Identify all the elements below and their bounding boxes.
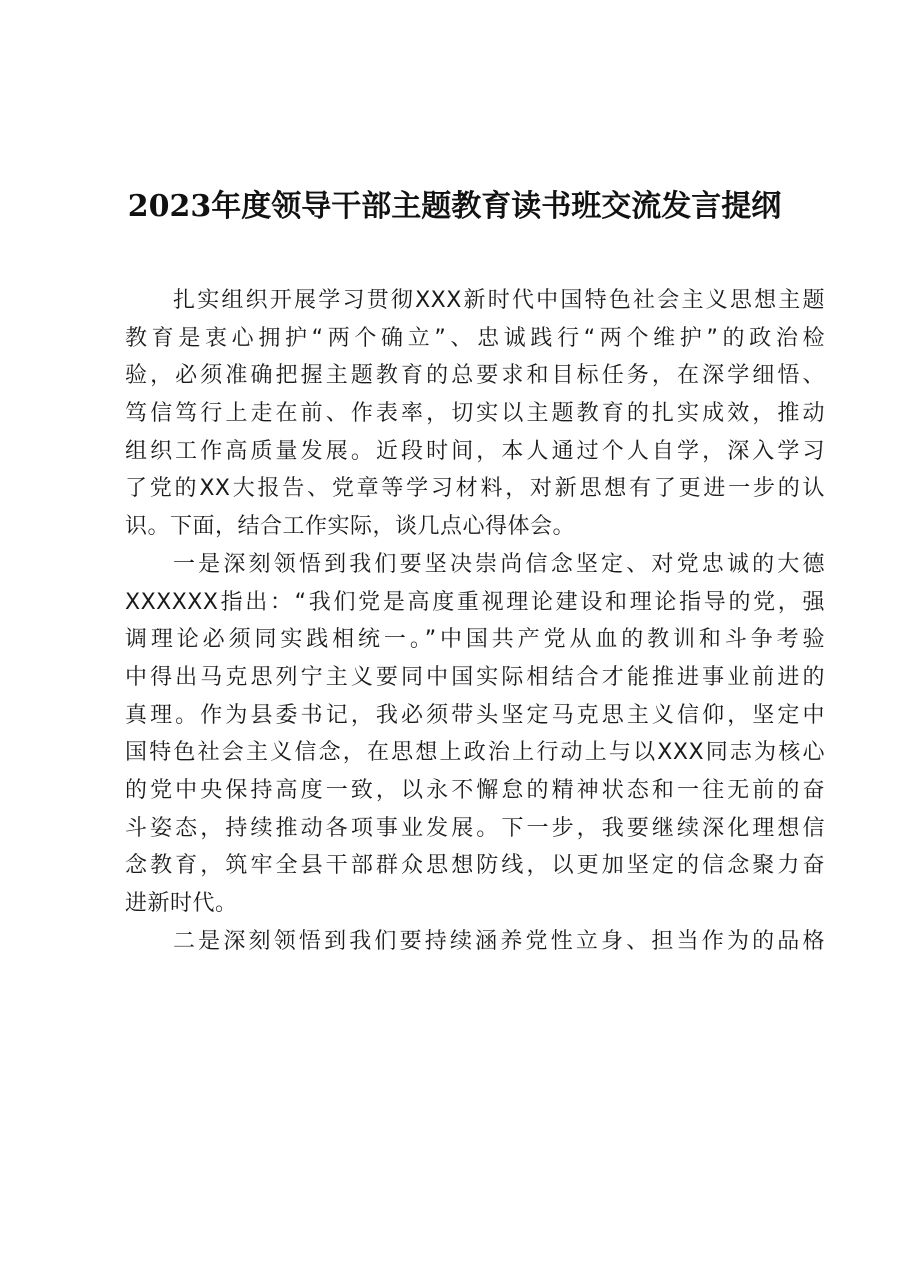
text-line: 组织工作高质量发展。近段时间，本人通过个人自学，深入学习 (125, 438, 825, 464)
paragraph-point-one (125, 546, 825, 923)
text-line: 笃信笃行上走在前、作表率，切实以主题教育的扎实成效，推动 (125, 401, 825, 427)
text-line: 念教育，筑牢全县干部群众思想防线，以更加坚定的信念聚力奋 (125, 853, 825, 879)
text-line: 一是深刻领悟到我们要坚决崇尚信念坚定、对党忠诚的大德 (173, 551, 825, 577)
text-line: 了党的XX大报告、党章等学习材料，对新思想有了更进一步的认 (125, 476, 825, 502)
text-line: 验，必须准确把握主题教育的总要求和目标任务，在深学细悟、 (125, 363, 825, 389)
text-line: XXXXXX指出：“我们党是高度重视理论建设和理论指导的党，强 (125, 589, 825, 615)
document-body (125, 282, 825, 960)
paragraph-point-two (125, 923, 825, 961)
text-line: 识。下面，结合工作实际，谈几点心得体会。 (125, 514, 576, 540)
text-line: 真理。作为县委书记，我必须带头坚定马克思主义信仰，坚定中 (125, 702, 825, 728)
text-line: 斗姿态，持续推动各项事业发展。下一步，我要继续深化理想信 (125, 815, 825, 841)
text-line: 二是深刻领悟到我们要持续涵养党性立身、担当作为的品格 (173, 928, 825, 954)
text-line: 的党中央保持高度一致，以永不懈怠的精神状态和一往无前的奋 (125, 777, 825, 803)
text-line: 进新时代。 (125, 891, 238, 916)
document-title: 2023年度领导干部主题教育读书班交流发言提纲 (127, 189, 782, 224)
text-line: 扎实组织开展学习贯彻XXX新时代中国特色社会主义思想主题 (173, 288, 825, 313)
text-line: 教育是衷心拥护“两个确立”、忠诚践行“两个维护”的政治检 (125, 325, 825, 351)
text-line: 中得出马克思列宁主义要同中国实际相结合才能推进事业前进的 (125, 664, 825, 690)
paragraph-intro (125, 282, 825, 546)
text-line: 调理论必须同实践相统一。”中国共产党从血的教训和斗争考验 (125, 627, 825, 653)
text-line: 国特色社会主义信念，在思想上政治上行动上与以XXX同志为核心 (125, 740, 825, 766)
